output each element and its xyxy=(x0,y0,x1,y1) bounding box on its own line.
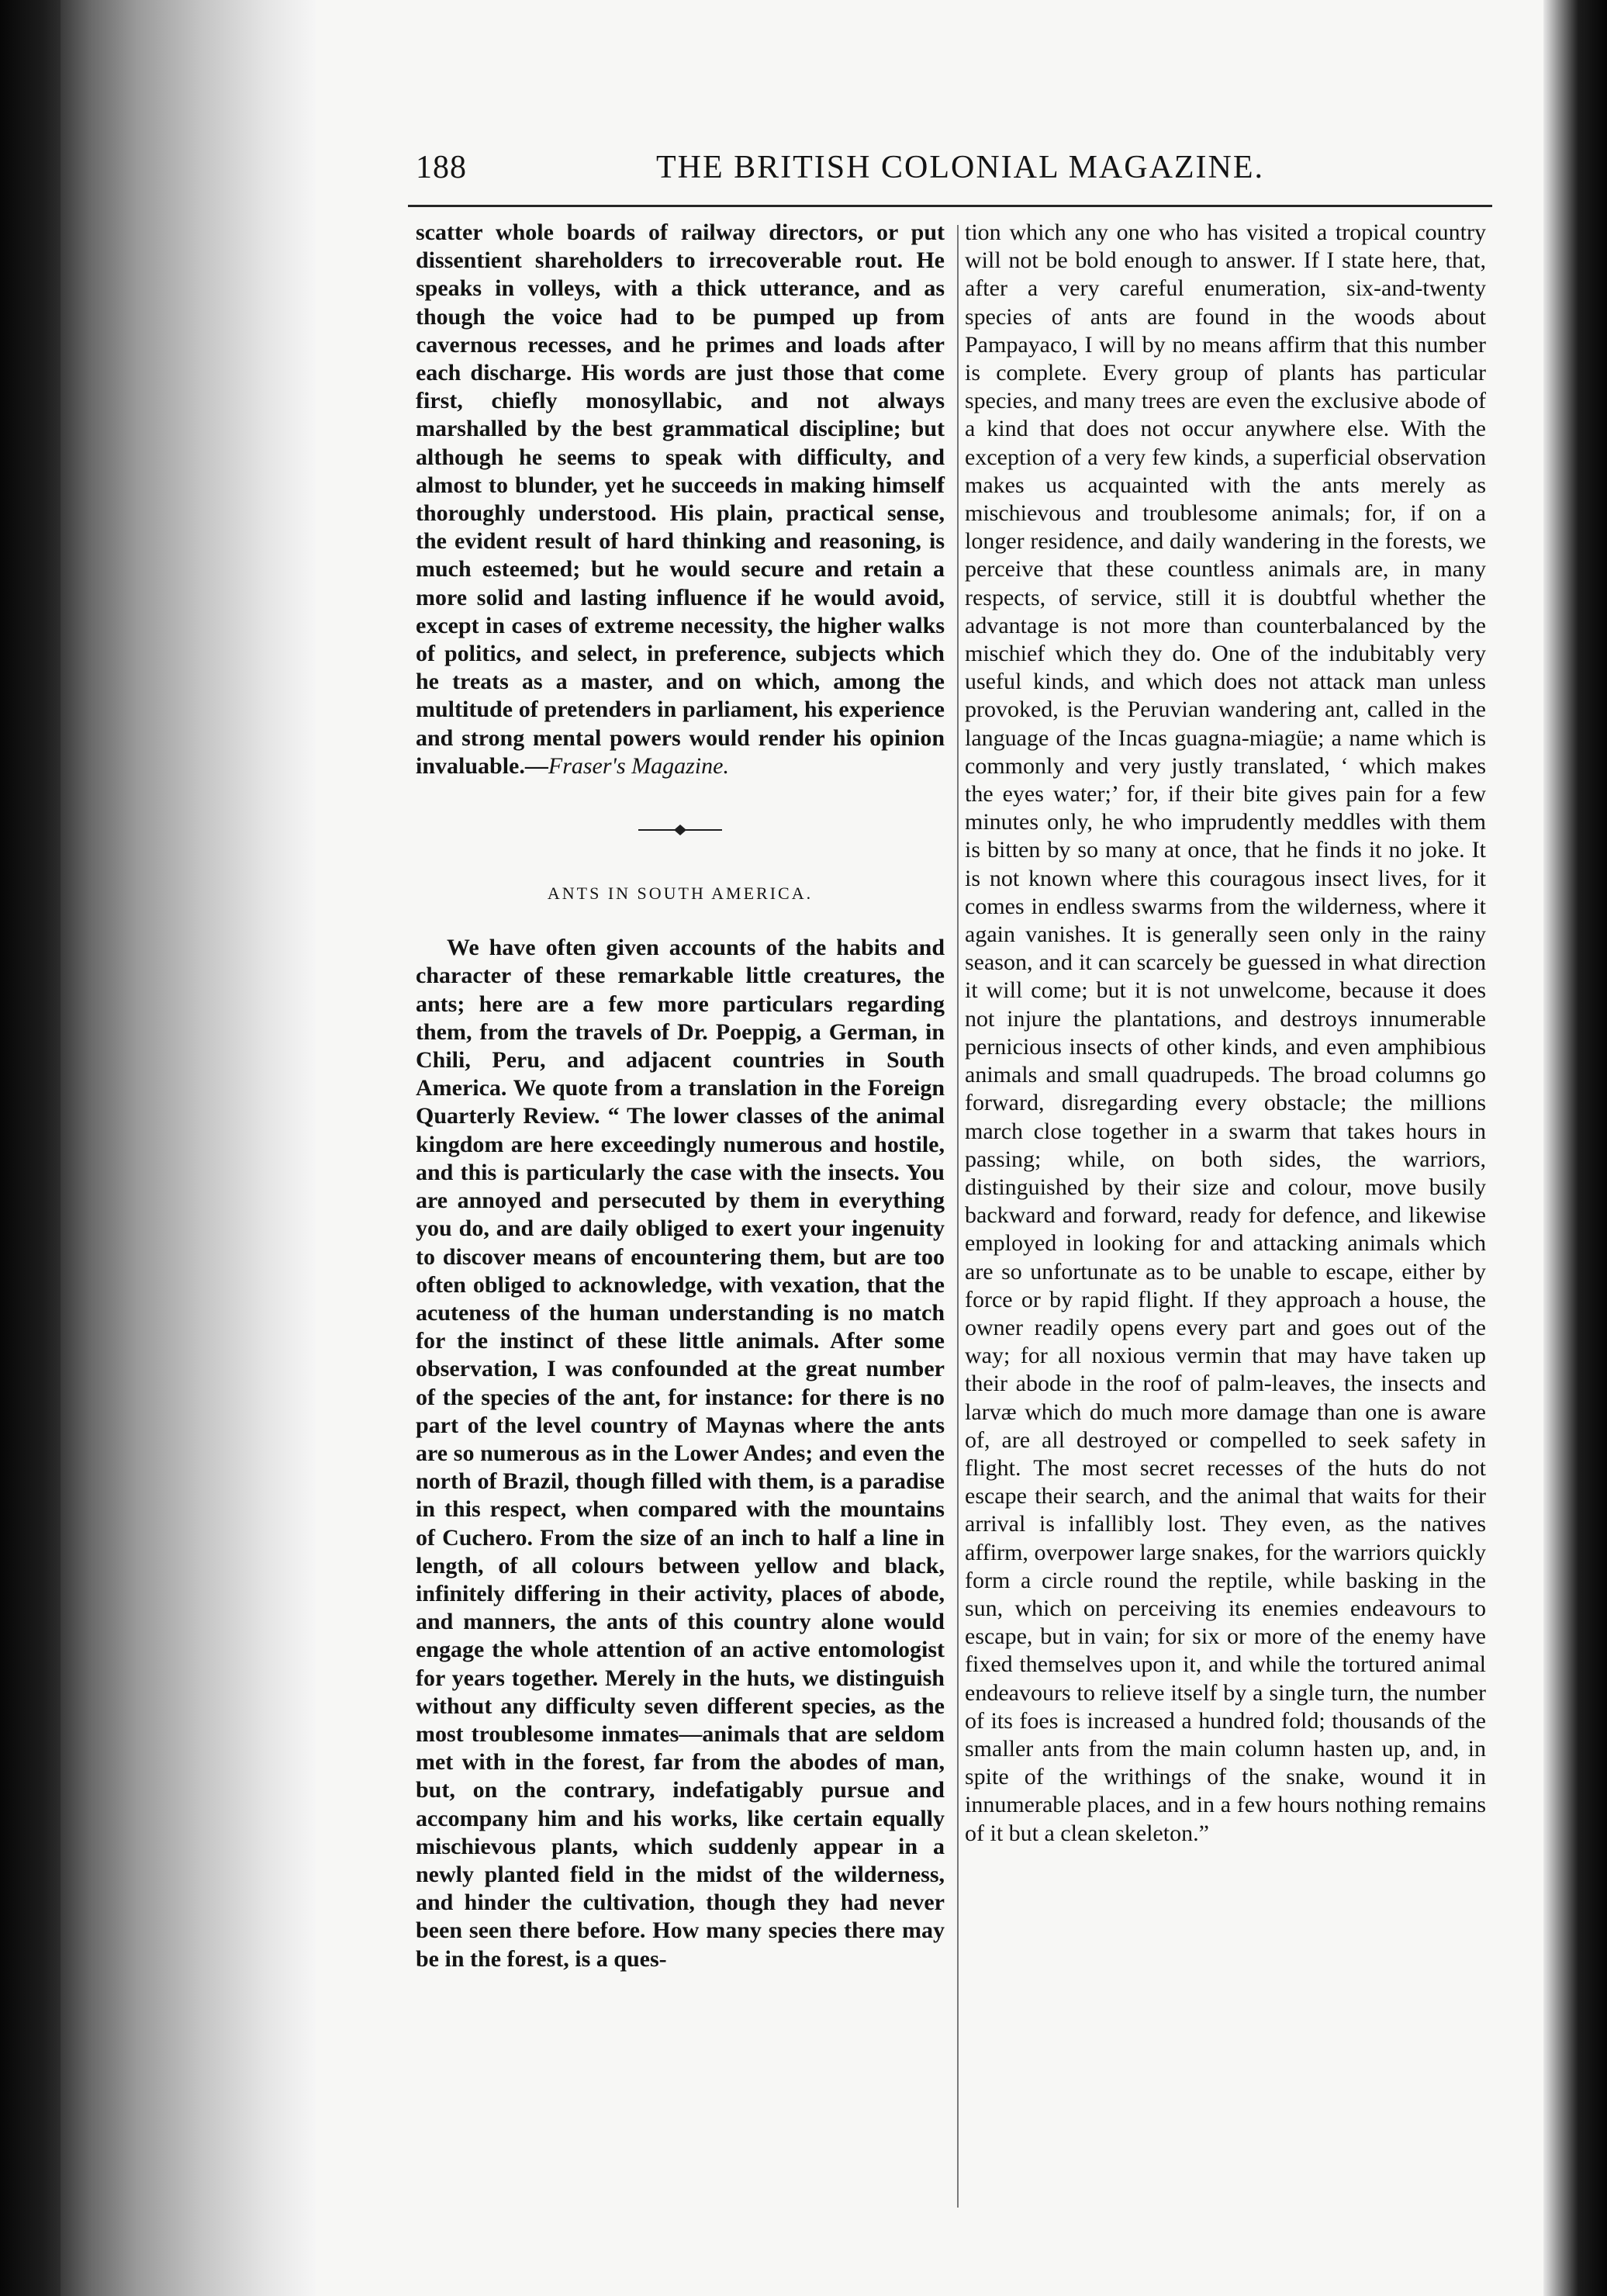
source-citation: Fraser's Magazine. xyxy=(548,752,729,779)
journal-title: THE BRITISH COLONIAL MAGAZINE. xyxy=(656,150,1265,185)
facing-page-edge xyxy=(1543,0,1607,2296)
article-continuation-paragraph: tion which any one who has visited a tropical country will not be bold enough to answer. If I state here, that, after a very careful enumeration, six-and-twenty species of ants are found in the woods about Pampayaco, I will by no means affirm that this number is complete. Every group of plants has particular species, and many trees are even the exclusive abode of a kind that does not occur anywhere else. With the exception of a very few kinds, a superficial observation makes us acquainted with the ants merely as mischievous and troublesome animals; for, if on a longer residence, and daily wandering in the forests, we perceive that these countless animals are, in many respects, of service, still it is doubtful whether the advantage is not more than counterbalanced by the mischief which they do. One of the indubitably very useful kinds, and which does not attack man unless provoked, is the Peruvian wandering ant, called in the language of the Incas guagna-miagüe; a name which is commonly and very justly translated, ‘ which makes the eyes water;’ for, if their bite gives pain for a few minutes only, he who imprudently meddles with them is bitten by so many at once, that he finds it no joke. It is not known where this couragous insect lives, for it comes in endless swarms from the wilderness, where it again vanishes. It is generally seen only in the rainy season, and it can scarcely be guessed in what direction it will come; but it is not unwelcome, because it does not injure the plantations, and destroys innumerable pernicious insects of other kinds, and even amphibious animals and small quadrupeds. The broad columns go forward, disregarding every obstacle; the millions march close together in a swarm that takes hours in passing; while, on both sides, the warriors, distinguished by their size and colour, move busily backward and forward, ready for defence, and likewise employed in looking for and attacking animals which are so unfortunate as to be unable to escape, either by force or by rapid flight. If they approach a house, the owner readily opens every part and goes out of the way; for all noxious vermin that may have taken up their abode in the roof of palm-leaves, the insects and larvæ which do much more damage than one is aware of, are all destroyed or compelled to seek safety in flight. The most secret recesses of the huts do not escape their search, and the animal that waits for their arrival is infallibly lost. They even, as the natives affirm, overpower large snakes, for the warriors quickly form a circle round the reptile, while basking in the sun, which on perceiving its enemies endeavours to escape, but in vain; for six or more of the enemy have fixed themselves upon it, and while the tortured animal endeavours to relieve itself by a single turn, the number of its foes is increased a hundred fold; thousands of the smaller ants from the main column hasten up, and, in spite of the writhings of the snake, wound it in innumerable places, and in a few hours nothing remains of it but a clean skeleton.” xyxy=(965,220,1486,1846)
book-binding-shadow xyxy=(0,0,60,2296)
article-heading: ANTS IN SOUTH AMERICA. xyxy=(547,883,814,904)
previous-article-continuation xyxy=(416,219,945,780)
page-gutter-shade xyxy=(60,0,316,2296)
running-head xyxy=(416,144,1266,191)
column-divider xyxy=(957,225,959,2208)
article-intro-paragraph: We have often given accounts of the habits and character of these remarkable little creatures, the ants; here are a few more particulars regarding them, from the travels of Dr. Poeppig, a German, in Chili, Peru, and adjacent countries in South America. We quote from a translation in the Foreign Quarterly Review. “ The lower classes of the animal kingdom are here exceedingly numerous and hostile, and this is particularly the case with the insects. You are annoyed and persecuted by them in everything you do, and are daily obliged to exert your ingenuity to discover means of encountering them, but are too often obliged to acknowledge, with vexation, that the acuteness of the human understanding is no match for the instinct of these little animals. After some observation, I was confounded at the great number of the species of the ant, for instance: for there is no part of the level country of Maynas where the ants are so numerous as in the Lower Andes; and even the north of Brazil, though filled with them, is a paradise in this respect, when compared with the mountains of Cuchero. From the size of an inch to half a line in length, of all colours between yellow and black, infinitely differing in their activity, places of abode, and manners, the ants of this country alone would engage the whole attention of an active entomologist for years together. Merely in the huts, we distinguish without any difficulty seven different species, as the most troublesome inmates—animals that are seldom met with in the forest, far from the abodes of man, but, on the contrary, indefatigably pursue and accompany him and his works, like certain equally mischievous plants, which suddenly appear in a newly planted field in the midst of the wilderness, and hinder the cultivation, though they had never been seen there before. How many species there may be in the forest, is a ques- xyxy=(416,935,945,1972)
right-column xyxy=(965,219,1486,1848)
ornament-rule-icon xyxy=(634,814,727,845)
section-ornament xyxy=(416,814,945,845)
left-column xyxy=(416,219,945,1973)
page-number: 188 xyxy=(416,150,467,185)
header-rule xyxy=(408,205,1492,207)
continuation-text: scatter whole boards of railway directors, or put dissentient shareholders to irrecoverable rout. He speaks in volleys, with a thick utterance, and as though the voice had to be pumped up from cavernous recesses, and he primes and loads after each discharge. His words are just those that come first, chiefly monosyllabic, and not always marshalled by the best grammatical discipline; but although he seems to speak with difficulty, and almost to blunder, yet he succeeds in making himself thoroughly understood. His plain, practical sense, the evident result of hard thinking and reasoning, is much esteemed; but he would secure and retain a more solid and lasting influence if he would avoid, except in cases of extreme necessity, the higher walks of politics, and select, in preference, subjects which he treats as a master, and on which, among the multitude of pretenders in parliament, his experience and strong mental powers would render his opinion invaluable.— xyxy=(416,220,945,779)
